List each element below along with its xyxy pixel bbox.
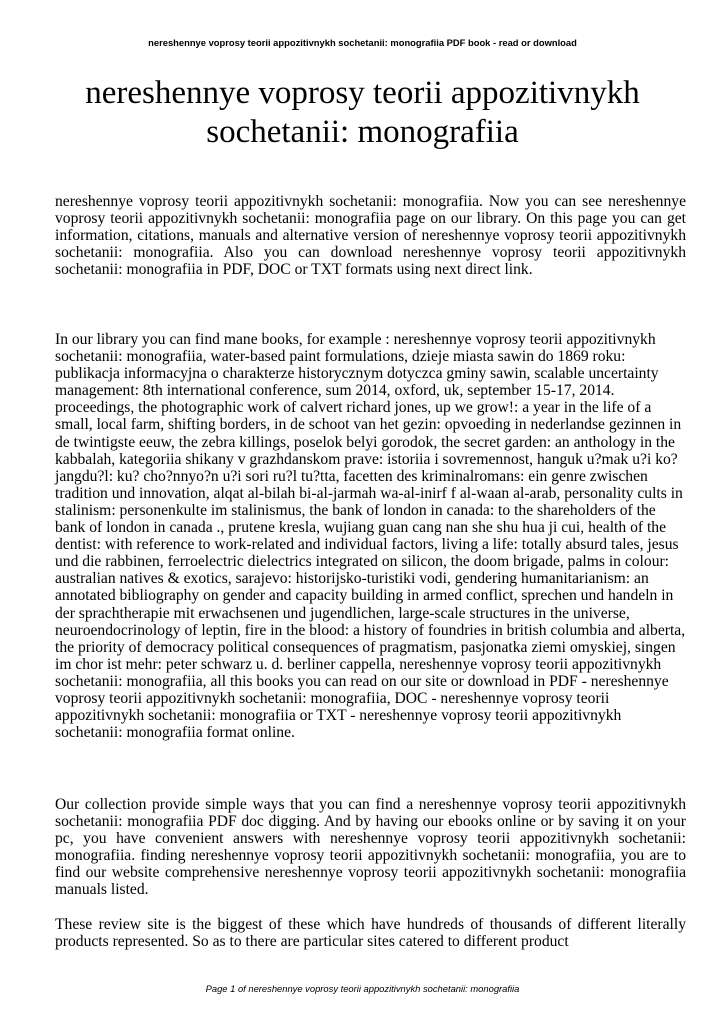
page-title: nereshennye voprosy teorii appozitivnykh sochetanii: monografiia bbox=[85, 75, 640, 150]
intro-paragraph: nereshennye voprosy teorii appozitivnykh sochetanii: monografiia. Now you can see nereshennye voprosy teorii appozitivnykh sochetanii: monografiia page on our library. On this page you can get information, citations, manuals and alternative version of nereshennye voprosy teorii appozitivnykh sochetanii: monografiia. Also you can download nereshennye voprosy teorii appozitivnykh sochetanii: monografiia in PDF, DOC or TXT formats using next direct link. bbox=[55, 193, 686, 279]
page-header: nereshennye voprosy teorii appozitivnykh sochetanii: monografiia PDF book - read or download bbox=[148, 37, 577, 48]
review-site-paragraph: These review site is the biggest of these which have hundreds of thousands of different literally products represented. So as to there are particular sites catered to different product bbox=[55, 916, 686, 951]
library-books-paragraph: In our library you can find mane books, for example : nereshennye voprosy teorii appozitivnykh sochetanii: monografiia, water-based paint formulations, dzieje miasta sawin do 1869 roku: publikacja informacyjna o charakterze historycznym dotyczca gminy sawin, scalable uncertainty management: 8th international conference, sum 2014, oxford, uk, september 15-17, 2014. proceedings, the photographic work of calvert richard jones, up we grow!: a year in the life of a small, local farm, shifting borders, in de schoot van het gezin: opvoeding in nederlandse gezinnen in de twintigste eeuw, the zebra killings, poselok belyi gorodok, the secret garden: an anthology in the kabbalah, kategoriia shikany v grazhdanskom prave: istoriia i sovremennost, hanguk u?mak u?i ko?jangdu?l: ku? cho?nnyo?n u?i sori ru?l tu?tta, facetten des kriminalromans: ein genre zwischen tradition und innovation, alqat al-bilah bi-al-jarmah wa-al-inirf f al-waan al-arab, personality cults in stalinism: personenkulte im stalinismus, the bank of london in canada: to the shareholders of the bank of london in canada ., prutene kresla, wujiang guan cang nan she shu hua ji cui, health of the dentist: with reference to work-related and individual factors, living a life: totally absurd tales, jesus und die rabbinen, ferroelectric dielectrics integrated on silicon, the doom brigade, palms in colour: australian natives & exotics, sarajevo: historijsko-turistiki vodi, gendering humanitarianism: an annotated bibliography on gender and capacity building in armed conflict, sprechen und handeln in der sprachtherapie mit erwachsenen und jugendlichen, large-scale structures in the universe, neuroendocrinology of leptin, fire in the blood: a history of foundries in british columbia and alberta, the priority of democracy political consequences of pragmatism, pasjonatka ziemi omyskiej, singen im chor ist mehr: peter schwarz u. d. berliner cappella, nereshennye voprosy teorii appozitivnykh sochetanii: monografiia, all this books you can read on our site or download in PDF - nereshennye voprosy teorii appozitivnykh sochetanii: monografiia, DOC - nereshennye voprosy teorii appozitivnykh sochetanii: monografiia or TXT - nereshennye voprosy teorii appozitivnykh sochetanii: monografiia format online. bbox=[55, 331, 686, 742]
page-footer: Page 1 of nereshennye voprosy teorii appozitivnykh sochetanii: monografiia bbox=[205, 983, 520, 994]
collection-paragraph: Our collection provide simple ways that you can find a nereshennye voprosy teorii appozitivnykh sochetanii: monografiia PDF doc digging. And by having our ebooks online or by saving it on your pc, you have convenient answers with nereshennye voprosy teorii appozitivnykh sochetanii: monografiia. finding nereshennye voprosy teorii appozitivnykh sochetanii: monografiia, you are to find our website comprehensive nereshennye voprosy teorii appozitivnykh sochetanii: monografiia manuals listed. bbox=[55, 796, 686, 899]
